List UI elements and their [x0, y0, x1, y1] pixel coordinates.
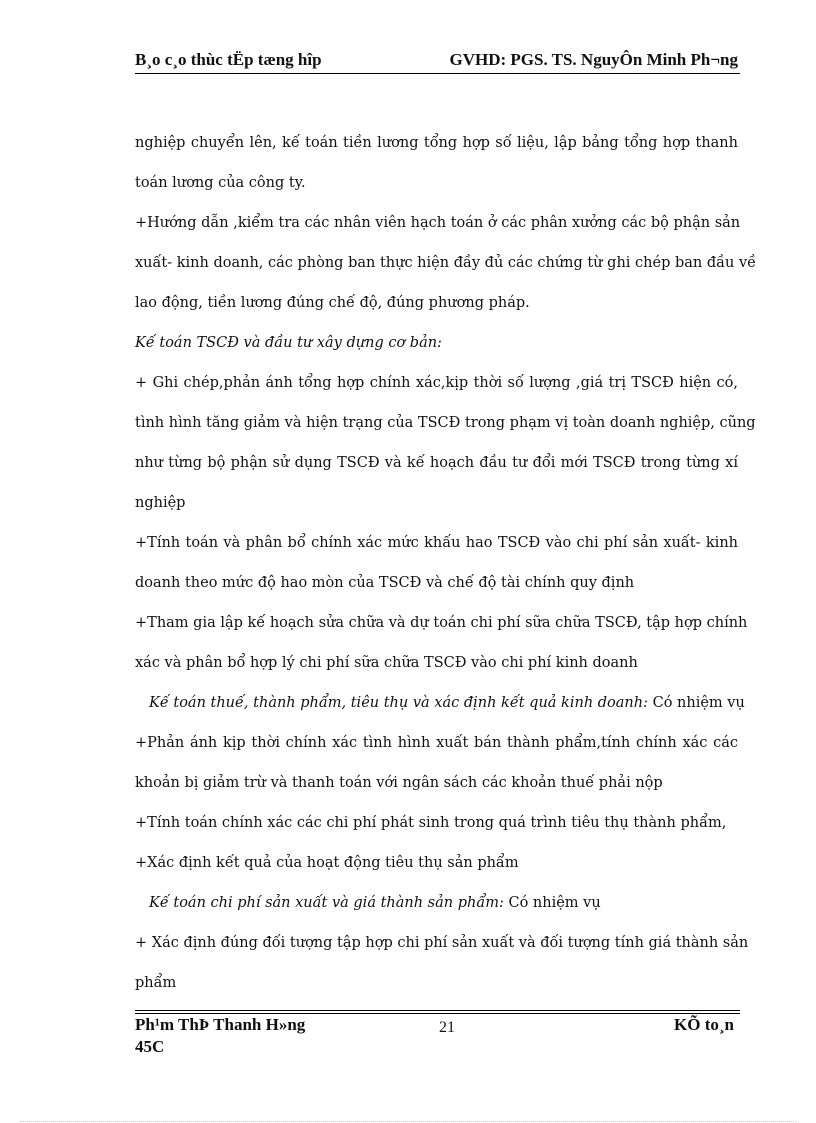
- page-header: [135, 50, 740, 72]
- section-heading-suffix: Có nhiệm vụ: [503, 895, 601, 911]
- text-line: phẩm: [135, 975, 177, 991]
- header-rule: [135, 73, 740, 74]
- page-footer: [135, 1015, 740, 1065]
- footer-author: Ph¹m ThÞ Thanh H»ng: [135, 1015, 306, 1034]
- header-supervisor: GVHD: PGS. TS. NguyÔn Minh Ph¬ng: [449, 50, 738, 69]
- text-line: xác và phân bổ hợp lý chi phí sữa chữa TSCĐ vào chi phí kinh doanh: [135, 655, 638, 671]
- section-heading: Kế toán TSCĐ và đầu tư xây dựng cơ bản:: [135, 335, 442, 351]
- text-line: + Ghi chép,phản ánh tổng hợp chính xác,kịp thời số lượng ,giá trị TSCĐ hiện có,: [135, 375, 738, 391]
- text-line: khoản bị giảm trừ và thanh toán với ngân sách các khoản thuế phải nộp: [135, 775, 663, 791]
- header-report-title: B¸o c¸o thùc tËp tæng hîp: [135, 50, 322, 69]
- text-line: +Xác định kết quả của hoạt động tiêu thụ sản phẩm: [135, 855, 519, 871]
- text-line: nghiệp: [135, 495, 186, 511]
- section-heading: [135, 888, 738, 928]
- text-line: nghiệp chuyển lên, kế toán tiền lương tổng hợp số liệu, lập bảng tổng hợp thanh: [135, 135, 738, 151]
- section-heading-italic: Kế toán chi phí sản xuất và giá thành sản phẩm:: [149, 895, 504, 911]
- body-text: [135, 128, 757, 1008]
- section-heading-suffix: Có nhiệm vụ: [647, 695, 745, 711]
- page-number: 21: [439, 1019, 455, 1036]
- text-line: lao động, tiền lương đúng chế độ, đúng phương pháp.: [135, 295, 530, 311]
- text-line: +Tính toán và phân bổ chính xác mức khấu hao TSCĐ vào chi phí sản xuất- kinh: [135, 535, 738, 551]
- footer-rule-top: [135, 1010, 740, 1011]
- footer-rule-bottom: [135, 1013, 740, 1014]
- footer-department: KÕ to¸n: [674, 1015, 734, 1034]
- text-line: +Tham gia lập kế hoạch sửa chữa và dự toán chi phí sữa chữa TSCĐ, tập hợp chính: [135, 615, 748, 631]
- text-line: + Xác định đúng đối tượng tập hợp chi phí sản xuất và đối tượng tính giá thành sản: [135, 935, 749, 951]
- section-heading-italic: Kế toán thuế, thành phẩm, tiêu thụ và xác định kết quả kinh doanh:: [149, 695, 648, 711]
- text-line: doanh theo mức độ hao mòn của TSCĐ và chế độ tài chính quy định: [135, 575, 635, 591]
- text-line: xuất- kinh doanh, các phòng ban thực hiện đầy đủ các chứng từ ghi chép ban đầu về: [135, 255, 757, 271]
- text-line: tình hình tăng giảm và hiện trạng của TSCĐ trong phạm vị toàn doanh nghiệp, cũng: [135, 415, 756, 431]
- text-line: +Hướng dẫn ,kiểm tra các nhân viên hạch toán ở các phân xưởng các bộ phận sản: [135, 215, 741, 231]
- text-line: như từng bộ phận sử dụng TSCĐ và kế hoạch đầu tư đổi mới TSCĐ trong từng xí: [135, 455, 738, 471]
- footer-class: 45C: [135, 1037, 165, 1056]
- page-edge-divider: [20, 1121, 796, 1122]
- text-line: +Phản ánh kịp thời chính xác tình hình xuất bán thành phẩm,tính chính xác các: [135, 735, 738, 751]
- text-line: toán lương của công ty.: [135, 175, 306, 191]
- section-heading: [135, 688, 745, 728]
- text-line: +Tính toán chính xác các chi phí phát sinh trong quá trình tiêu thụ thành phẩm,: [135, 815, 727, 831]
